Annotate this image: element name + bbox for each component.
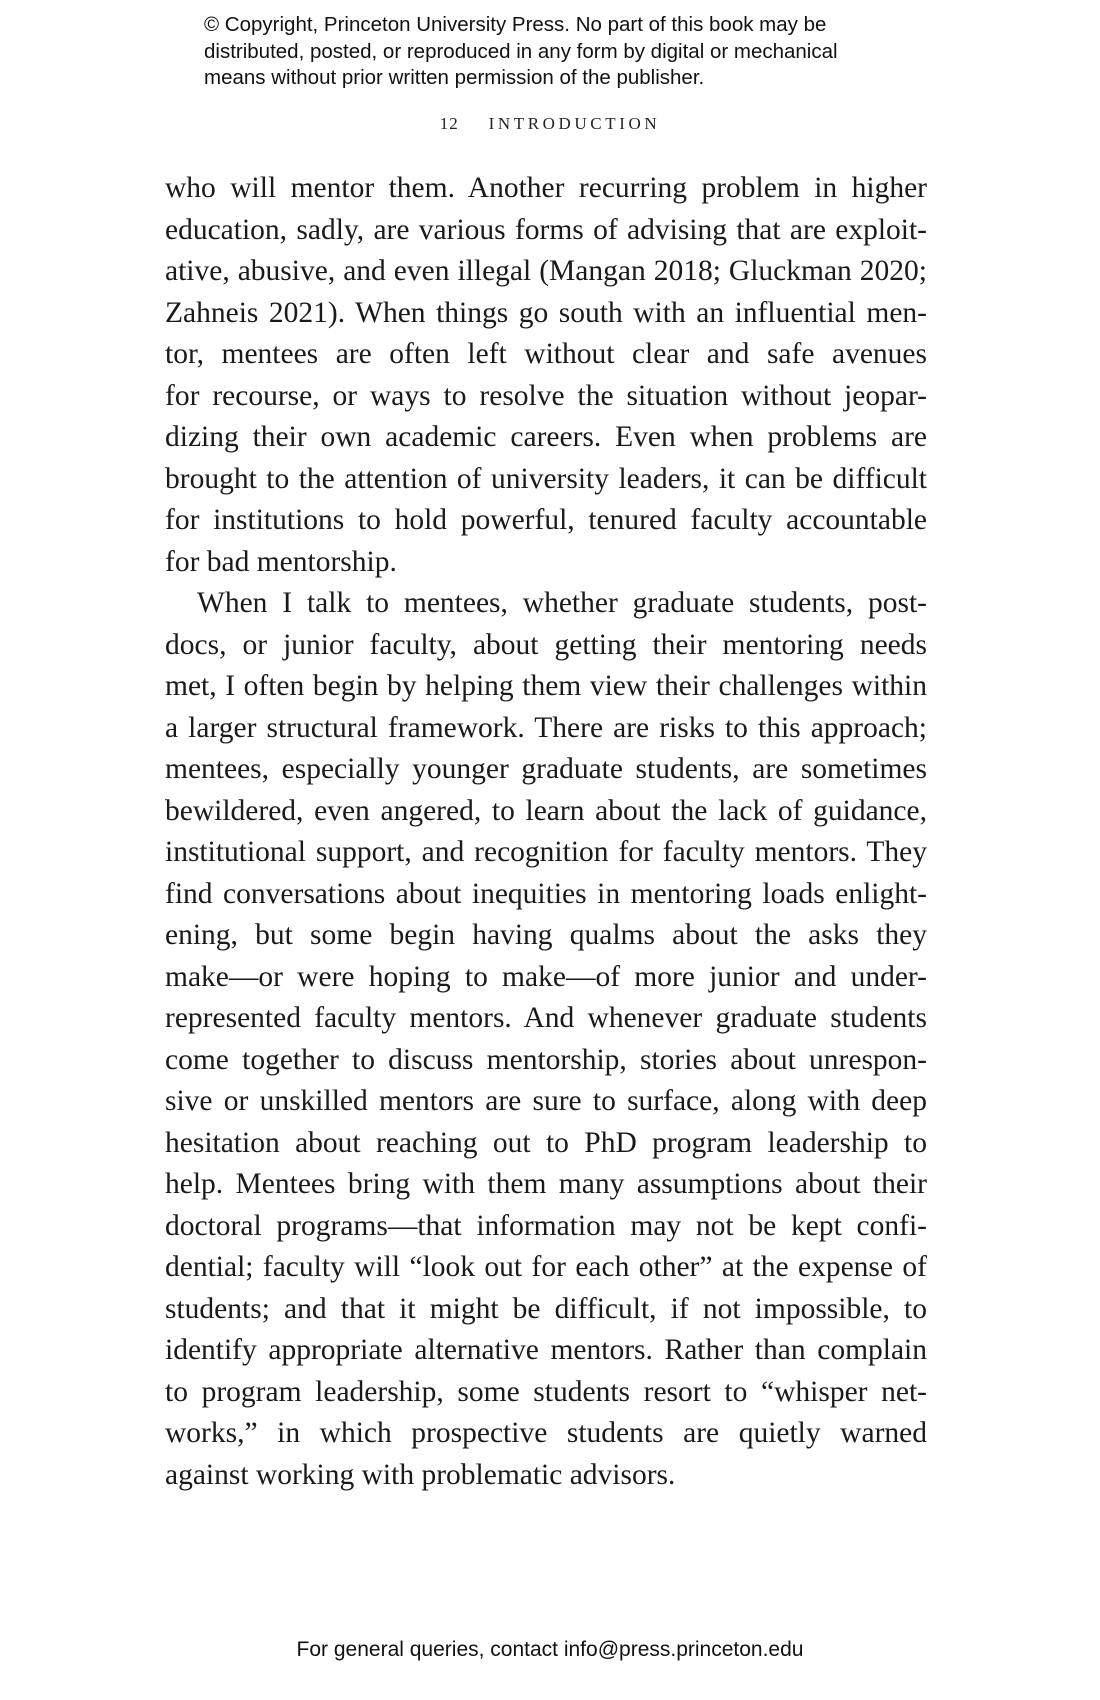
text-line: Zahneis 2021). When things go south with an influential men- — [165, 296, 927, 329]
text-line: institutional support, and recognition for faculty mentors. They — [165, 836, 927, 868]
text-line: sive or unskilled mentors are sure to surface, along with deep — [165, 1085, 927, 1117]
text-line: a larger structural framework. There are risks to this approach; — [165, 711, 927, 744]
text-line: brought to the attention of university leaders, it can be difficult — [165, 462, 927, 495]
copyright-line: © Copyright, Princeton University Press. No part of this book may be — [204, 13, 827, 36]
text-line: dizing their own academic careers. Even when problems are — [165, 421, 927, 453]
paragraph — [165, 583, 927, 1496]
text-line: for bad mentorship. — [165, 545, 397, 578]
page-number: 12 — [439, 114, 459, 133]
text-line: find conversations about inequities in mentoring loads enlight- — [165, 877, 927, 910]
text-line: come together to discuss mentorship, stories about unrespon- — [165, 1043, 927, 1076]
running-head — [0, 114, 1100, 134]
section-title: INTRODUCTION — [488, 114, 661, 133]
text-line: against working with problematic advisors. — [165, 1458, 676, 1491]
paragraph — [165, 168, 927, 583]
footer-contact: For general queries, contact info@press.princeton.edu — [296, 1638, 804, 1661]
text-line: for institutions to hold powerful, tenured faculty accountable — [165, 504, 927, 536]
text-line: hesitation about reaching out to PhD program leadership to — [165, 1126, 927, 1159]
text-line: students; and that it might be difficult, if not impossible, to — [165, 1292, 927, 1325]
text-line: docs, or junior faculty, about getting their mentoring needs — [165, 628, 927, 661]
copyright-notice — [204, 12, 924, 92]
text-line: identify appropriate alternative mentors. Rather than complain — [165, 1334, 927, 1366]
text-line: ening, but some begin having qualms about the asks they — [165, 919, 927, 951]
text-line: mentees, especially younger graduate students, are sometimes — [165, 753, 927, 785]
text-line: represented faculty mentors. And whenever graduate students — [165, 1002, 927, 1034]
text-line: who will mentor them. Another recurring problem in higher — [165, 172, 927, 204]
text-line: When I talk to mentees, whether graduate students, post- — [197, 587, 927, 619]
text-line: education, sadly, are various forms of advising that are exploit- — [165, 213, 927, 246]
text-line: to program leadership, some students resort to “whisper net- — [165, 1375, 927, 1408]
text-line: ative, abusive, and even illegal (Mangan 2018; Gluckman 2020; — [165, 255, 927, 287]
text-line: met, I often begin by helping them view their challenges within — [165, 670, 927, 702]
body-text — [165, 168, 927, 1496]
text-line: tor, mentees are often left without clear and safe avenues — [165, 338, 927, 370]
text-line: make—or were hoping to make—of more junior and under- — [165, 960, 927, 993]
text-line: works,” in which prospective students are quietly warned — [165, 1417, 927, 1449]
text-line: bewildered, even angered, to learn about the lack of guidance, — [165, 794, 927, 827]
text-line: doctoral programs—that information may not be kept confi- — [165, 1209, 927, 1242]
text-line: dential; faculty will “look out for each other” at the expense of — [165, 1251, 927, 1283]
copyright-line: means without prior written permission of the publisher. — [204, 66, 705, 89]
text-line: help. Mentees bring with them many assumptions about their — [165, 1168, 927, 1200]
text-line: for recourse, or ways to resolve the situation without jeopar- — [165, 379, 927, 412]
copyright-line: distributed, posted, or reproduced in any form by digital or mechanical — [204, 39, 838, 63]
